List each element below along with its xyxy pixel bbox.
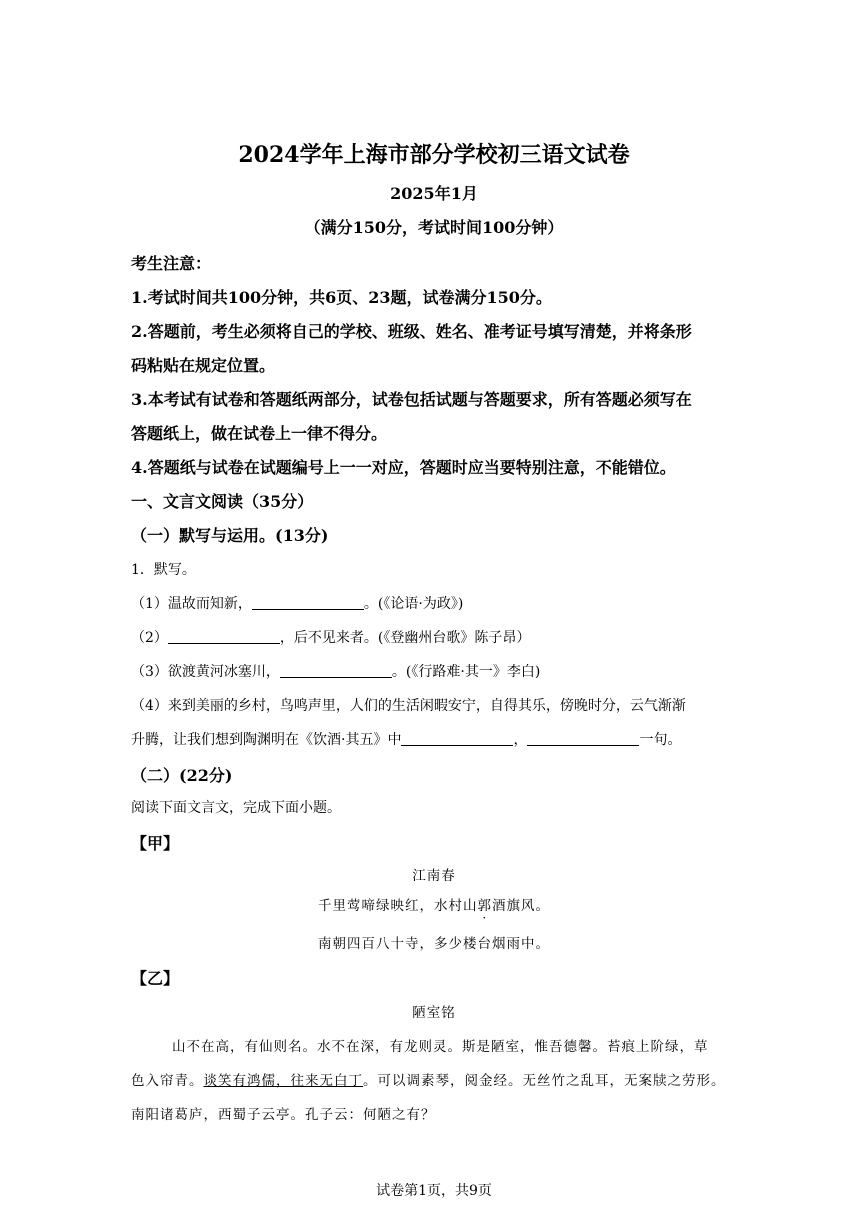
- answer-blank[interactable]: [168, 629, 280, 644]
- question-1-label: 1．默写。: [131, 562, 196, 578]
- answer-blank[interactable]: [280, 663, 392, 678]
- text-jia-label: 【甲】: [131, 834, 180, 853]
- essay-line-2-end: 。可以调素琴，阅金经。无丝竹之乱耳，无案牍之劳形。: [363, 1073, 726, 1089]
- poem-title: 江南春: [412, 868, 456, 884]
- poem-line-1: [0, 894, 868, 914]
- question-1-2: [131, 627, 530, 647]
- poem-line-1-start: 千里莺啼绿映红，水村山: [318, 898, 478, 914]
- essay-line-2: [131, 1069, 726, 1089]
- answer-blank[interactable]: [252, 595, 364, 610]
- question-1-1-prefix: （1）温故而知新，: [131, 596, 252, 612]
- essay-line-1: 山不在高，有仙则名。水不在深，有龙则灵。斯是陋室，惟吾德馨。苔痕上阶绿，草: [172, 1039, 709, 1055]
- notice-item-2-line-1: 2.答题前，考生必须将自己的学校、班级、姓名、准考证号填写清楚，并将条形: [131, 322, 692, 341]
- question-1-4-line-1: （4）来到美丽的乡村，鸟鸣声里，人们的生活闲暇安宁，自得其乐，傍晚时分，云气渐渐: [131, 698, 686, 714]
- emphasized-character: 郭: [477, 898, 492, 914]
- poem-line-2: 南朝四百八十寺，多少楼台烟雨中。: [318, 936, 550, 952]
- question-1-2-prefix: （2）: [131, 630, 168, 646]
- text-yi-label: 【乙】: [131, 969, 180, 988]
- page-footer: 试卷第1页，共9页: [376, 1183, 492, 1199]
- part-2-heading: （二）(22分): [131, 766, 233, 785]
- essay-line-2-start: 色入帘青。: [131, 1073, 204, 1089]
- essay-line-3: 南阳诸葛庐，西蜀子云亭。孔子云：何陋之有？: [131, 1107, 436, 1123]
- notice-item-3-line-1: 3.本考试有试卷和答题纸两部分，试卷包括试题与答题要求，所有答题必须写在: [131, 390, 692, 409]
- answer-blank[interactable]: [401, 731, 513, 746]
- question-1-4-suffix: 一句。: [639, 732, 682, 748]
- part-2-instruction: 阅读下面文言文，完成下面小题。: [131, 800, 341, 816]
- exam-title: 2024学年上海市部分学校初三语文试卷: [238, 142, 630, 168]
- essay-title: 陋室铭: [412, 1005, 456, 1021]
- part-1-heading: （一）默写与运用。(13分): [131, 526, 329, 545]
- question-1-4-comma: ，: [513, 732, 528, 748]
- question-1-3-prefix: （3）欲渡黄河冰塞川，: [131, 664, 280, 680]
- notice-item-4: 4.答题纸与试卷在试题编号上一一对应，答题时应当要特别注意，不能错位。: [131, 458, 676, 477]
- answer-blank[interactable]: [527, 731, 639, 746]
- question-1-3-suffix: 。(《行路难·其一》李白): [391, 664, 541, 680]
- score-note: （满分150分，考试时间100分钟）: [304, 218, 564, 237]
- notice-item-2-line-2: 码粘贴在规定位置。: [131, 356, 276, 375]
- exam-date: 2025年1月: [390, 184, 478, 203]
- section-1-heading: 一、文言文阅读（35分）: [131, 492, 314, 511]
- notice-item-3-line-2: 答题纸上，做在试卷上一律不得分。: [131, 424, 388, 443]
- question-1-4-line-2: [131, 729, 681, 749]
- question-1-3: [131, 661, 540, 681]
- question-1-1: [131, 593, 463, 613]
- notice-item-1: 1.考试时间共100分钟，共6页、23题，试卷满分150分。: [131, 288, 552, 307]
- underlined-sentence: 谈笑有鸿儒，往来无白丁: [203, 1073, 363, 1089]
- notice-heading: 考生注意：: [131, 254, 212, 273]
- question-1-2-suffix: ，后不见来者。(《登幽州台歌》陈子昂）: [279, 630, 531, 646]
- poem-line-1-end: 酒旗风。: [492, 898, 550, 914]
- question-1-4-prefix: 升腾，让我们想到陶渊明在《饮酒·其五》中: [131, 732, 402, 748]
- question-1-1-suffix: 。(《论语·为政》): [363, 596, 464, 612]
